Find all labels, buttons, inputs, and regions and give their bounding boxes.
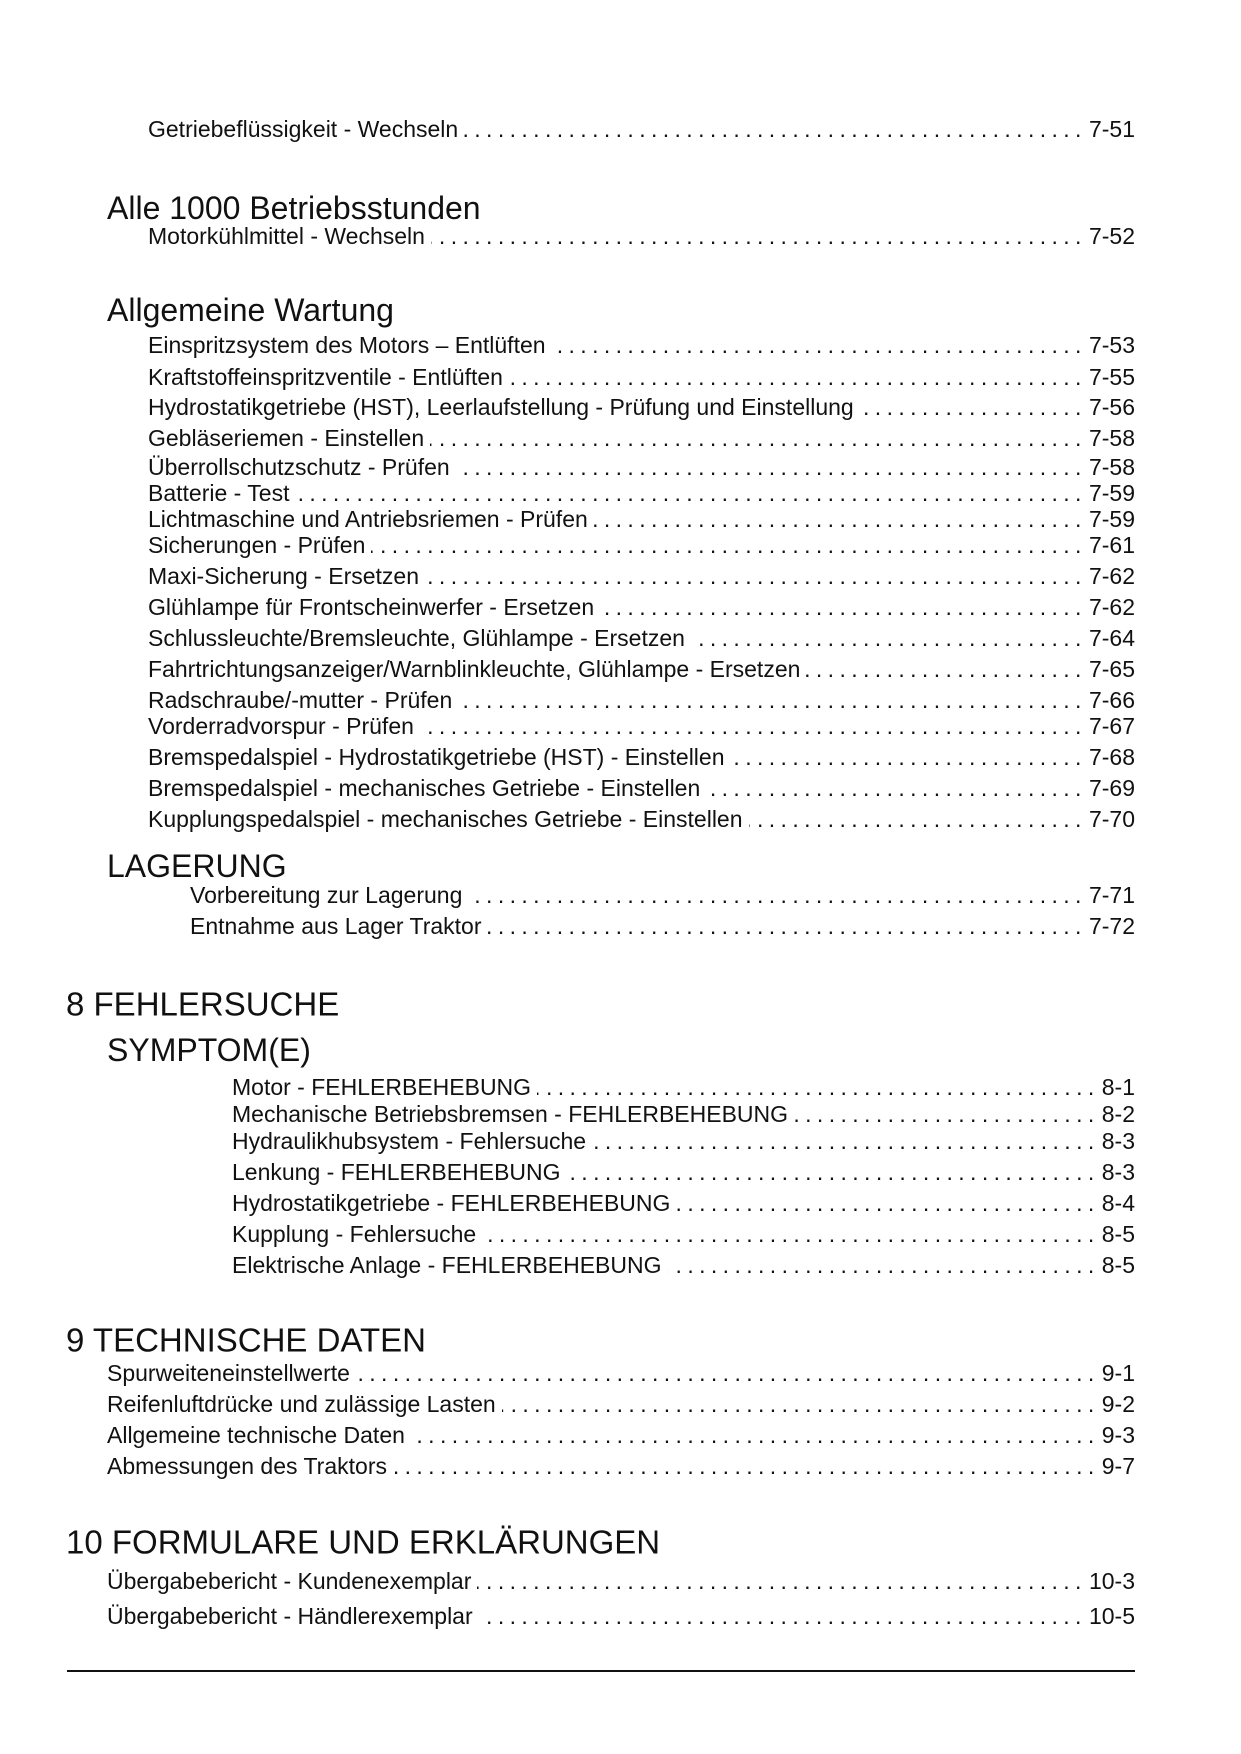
- toc-entry[interactable]: [148, 655, 1135, 683]
- toc-entry-label: Einspritzsystem des Motors – Entlüften: [148, 332, 546, 358]
- toc-entry[interactable]: [232, 1100, 1135, 1128]
- toc-entry-label: Übergabebericht - Kundenexemplar: [107, 1568, 472, 1594]
- toc-entry[interactable]: [107, 1390, 1135, 1418]
- toc-entry[interactable]: [148, 222, 1135, 250]
- toc-entry[interactable]: [232, 1189, 1135, 1217]
- toc-entry-page: 7-58: [1088, 425, 1135, 451]
- toc-entry-label: Bremspedalspiel - mechanisches Getriebe - Einstellen: [148, 775, 701, 801]
- toc-entry-page: 7-52: [1088, 223, 1135, 249]
- toc-entry[interactable]: [148, 331, 1135, 359]
- toc-entry[interactable]: [148, 686, 1135, 714]
- leader-dots: [431, 222, 1081, 250]
- leader-dots: [411, 1421, 1094, 1449]
- toc-entry-page: 9-1: [1101, 1360, 1135, 1386]
- toc-entry-label: Batterie - Test: [148, 480, 290, 506]
- leader-dots: [691, 624, 1081, 652]
- leader-dots: [594, 505, 1081, 533]
- leader-dots: [592, 1127, 1094, 1155]
- section-heading: Alle 1000 Betriebsstunden: [107, 190, 481, 226]
- toc-entry[interactable]: [232, 1220, 1135, 1248]
- toc-entry-label: Spurweiteneinstellwerte: [107, 1360, 350, 1386]
- toc-entry-label: Allgemeine technische Daten: [107, 1422, 405, 1448]
- toc-entry-page: 7-62: [1088, 563, 1135, 589]
- leader-dots: [706, 774, 1081, 802]
- toc-entry-page: 8-2: [1101, 1101, 1135, 1127]
- toc-entry-page: 9-3: [1101, 1422, 1135, 1448]
- toc-entry-page: 7-65: [1088, 656, 1135, 682]
- leader-dots: [479, 1602, 1081, 1630]
- toc-entry-label: Entnahme aus Lager Traktor: [190, 913, 482, 939]
- leader-dots: [552, 331, 1081, 359]
- toc-entry[interactable]: [148, 453, 1135, 481]
- toc-entry[interactable]: [148, 479, 1135, 507]
- toc-entry[interactable]: [107, 1452, 1135, 1480]
- toc-entry-page: 7-51: [1088, 116, 1135, 142]
- toc-entry[interactable]: [148, 562, 1135, 590]
- toc-entry-page: 7-69: [1088, 775, 1135, 801]
- leader-dots: [456, 453, 1081, 481]
- toc-entry-label: Kupplung - Fehlersuche: [232, 1221, 477, 1247]
- toc-entry[interactable]: [107, 1602, 1135, 1630]
- toc-entry[interactable]: [148, 805, 1135, 833]
- toc-entry-label: Vorderradvorspur - Prüfen: [148, 713, 414, 739]
- toc-entry-label: Hydrostatikgetriebe - FEHLERBEHEBUNG: [232, 1190, 671, 1216]
- leader-dots: [749, 805, 1081, 833]
- toc-entry[interactable]: [148, 115, 1135, 143]
- toc-entry-label: Gebläseriemen - Einstellen: [148, 425, 425, 451]
- toc-entry-label: Sicherungen - Prüfen: [148, 532, 366, 558]
- toc-entry-page: 9-2: [1101, 1391, 1135, 1417]
- toc-entry-page: 8-3: [1101, 1128, 1135, 1154]
- toc-entry-page: 7-55: [1088, 364, 1135, 390]
- toc-entry-label: Hydraulikhubsystem - Fehlersuche: [232, 1128, 587, 1154]
- toc-entry-page: 8-4: [1101, 1190, 1135, 1216]
- toc-entry[interactable]: [148, 743, 1135, 771]
- leader-dots: [356, 1359, 1094, 1387]
- toc-entry-page: 7-67: [1088, 713, 1135, 739]
- toc-entry[interactable]: [232, 1251, 1135, 1279]
- toc-entry-label: Fahrtrichtungsanzeiger/Warnblinkleuchte, Glühlampe - Ersetzen: [148, 656, 801, 682]
- toc-entry-page: 8-1: [1101, 1074, 1135, 1100]
- leader-dots: [482, 1220, 1094, 1248]
- toc-entry-page: 7-59: [1088, 480, 1135, 506]
- toc-entry[interactable]: [190, 881, 1135, 909]
- leader-dots: [794, 1100, 1094, 1128]
- toc-entry[interactable]: [107, 1421, 1135, 1449]
- leader-dots: [393, 1452, 1094, 1480]
- toc-entry-label: Vorbereitung zur Lagerung: [190, 882, 463, 908]
- toc-entry[interactable]: [107, 1359, 1135, 1387]
- leader-dots: [371, 531, 1081, 559]
- leader-dots: [731, 743, 1081, 771]
- toc-entry-page: 7-61: [1088, 532, 1135, 558]
- toc-entry-label: Schlussleuchte/Bremsleuchte, Glühlampe - Ersetzen: [148, 625, 685, 651]
- toc-entry-label: Maxi-Sicherung - Ersetzen: [148, 563, 419, 589]
- footer-rule: [67, 1670, 1135, 1672]
- toc-entry-label: Mechanische Betriebsbremsen - FEHLERBEHEBUNG: [232, 1101, 789, 1127]
- toc-entry-label: Elektrische Anlage - FEHLERBEHEBUNG: [232, 1252, 662, 1278]
- leader-dots: [477, 1567, 1081, 1595]
- toc-entry-page: 7-71: [1088, 882, 1135, 908]
- toc-entry[interactable]: [148, 393, 1135, 421]
- toc-entry[interactable]: [148, 624, 1135, 652]
- leader-dots: [860, 393, 1081, 421]
- toc-entry-page: 7-59: [1088, 506, 1135, 532]
- section-heading: Allgemeine Wartung: [107, 292, 394, 328]
- toc-entry-page: 7-66: [1088, 687, 1135, 713]
- leader-dots: [806, 655, 1081, 683]
- leader-dots: [509, 363, 1081, 391]
- section-heading: LAGERUNG: [107, 848, 287, 884]
- toc-entry-label: Getriebeflüssigkeit - Wechseln: [148, 116, 459, 142]
- toc-entry-label: Bremspedalspiel - Hydrostatikgetriebe (HST) - Einstellen: [148, 744, 725, 770]
- leader-dots: [295, 479, 1080, 507]
- toc-entry-label: Übergabebericht - Händlerexemplar: [107, 1603, 473, 1629]
- leader-dots: [488, 912, 1081, 940]
- toc-entry-page: 7-56: [1088, 394, 1135, 420]
- leader-dots: [420, 712, 1081, 740]
- toc-entry[interactable]: [107, 1567, 1135, 1595]
- toc-entry-page: 7-58: [1088, 454, 1135, 480]
- toc-entry[interactable]: [148, 363, 1135, 391]
- toc-entry-label: Kupplungspedalspiel - mechanisches Getriebe - Einstellen: [148, 806, 743, 832]
- leader-dots: [425, 562, 1081, 590]
- toc-entry-label: Reifenluftdrücke und zulässige Lasten: [107, 1391, 496, 1417]
- toc-entry-page: 8-3: [1101, 1159, 1135, 1185]
- leader-dots: [537, 1073, 1094, 1101]
- leader-dots: [502, 1390, 1094, 1418]
- toc-entry[interactable]: [232, 1073, 1135, 1101]
- toc-entry[interactable]: [148, 505, 1135, 533]
- chapter-heading: 10 FORMULARE UND ERKLÄRUNGEN: [66, 1523, 661, 1561]
- leader-dots: [464, 115, 1081, 143]
- toc-entry[interactable]: [232, 1158, 1135, 1186]
- toc-entry-page: 7-64: [1088, 625, 1135, 651]
- toc-entry[interactable]: [148, 774, 1135, 802]
- section-heading: SYMPTOM(E): [107, 1032, 311, 1068]
- toc-entry-label: Kraftstoffeinspritzventile - Entlüften: [148, 364, 503, 390]
- toc-entry-label: Motor - FEHLERBEHEBUNG: [232, 1074, 532, 1100]
- toc-entry[interactable]: [148, 712, 1135, 740]
- toc-entry-page: 7-72: [1088, 913, 1135, 939]
- chapter-heading: 9 TECHNISCHE DATEN: [66, 1321, 427, 1359]
- toc-entry-label: Hydrostatikgetriebe (HST), Leerlaufstellung - Prüfung und Einstellung: [148, 394, 854, 420]
- toc-entry-label: Abmessungen des Traktors: [107, 1453, 387, 1479]
- toc-entry-page: 8-5: [1101, 1221, 1135, 1247]
- toc-entry-page: 7-62: [1088, 594, 1135, 620]
- toc-entry-page: 8-5: [1101, 1252, 1135, 1278]
- toc-entry[interactable]: [148, 424, 1135, 452]
- toc-entry-label: Radschraube/-mutter - Prüfen: [148, 687, 453, 713]
- leader-dots: [676, 1189, 1093, 1217]
- toc-entry-page: 7-70: [1088, 806, 1135, 832]
- leader-dots: [600, 593, 1081, 621]
- toc-entry[interactable]: [148, 593, 1135, 621]
- leader-dots: [567, 1158, 1094, 1186]
- leader-dots: [468, 881, 1081, 909]
- toc-entry[interactable]: [232, 1127, 1135, 1155]
- toc-entry-label: Lenkung - FEHLERBEHEBUNG: [232, 1159, 561, 1185]
- leader-dots: [430, 424, 1081, 452]
- leader-dots: [668, 1251, 1094, 1279]
- chapter-heading: 8 FEHLERSUCHE: [66, 985, 340, 1023]
- toc-entry-page: 7-68: [1088, 744, 1135, 770]
- toc-entry-label: Überrollschutzschutz - Prüfen: [148, 454, 450, 480]
- leader-dots: [458, 686, 1081, 714]
- toc-entry-page: 10-3: [1088, 1568, 1135, 1594]
- toc-entry-page: 10-5: [1088, 1603, 1135, 1629]
- toc-entry-label: Lichtmaschine und Antriebsriemen - Prüfen: [148, 506, 588, 532]
- toc-entry-page: 7-53: [1088, 332, 1135, 358]
- toc-entry-label: Motorkühlmittel - Wechseln: [148, 223, 425, 249]
- toc-entry-page: 9-7: [1101, 1453, 1135, 1479]
- toc-entry[interactable]: [148, 531, 1135, 559]
- toc-entry[interactable]: [190, 912, 1135, 940]
- toc-entry-label: Glühlampe für Frontscheinwerfer - Ersetzen: [148, 594, 595, 620]
